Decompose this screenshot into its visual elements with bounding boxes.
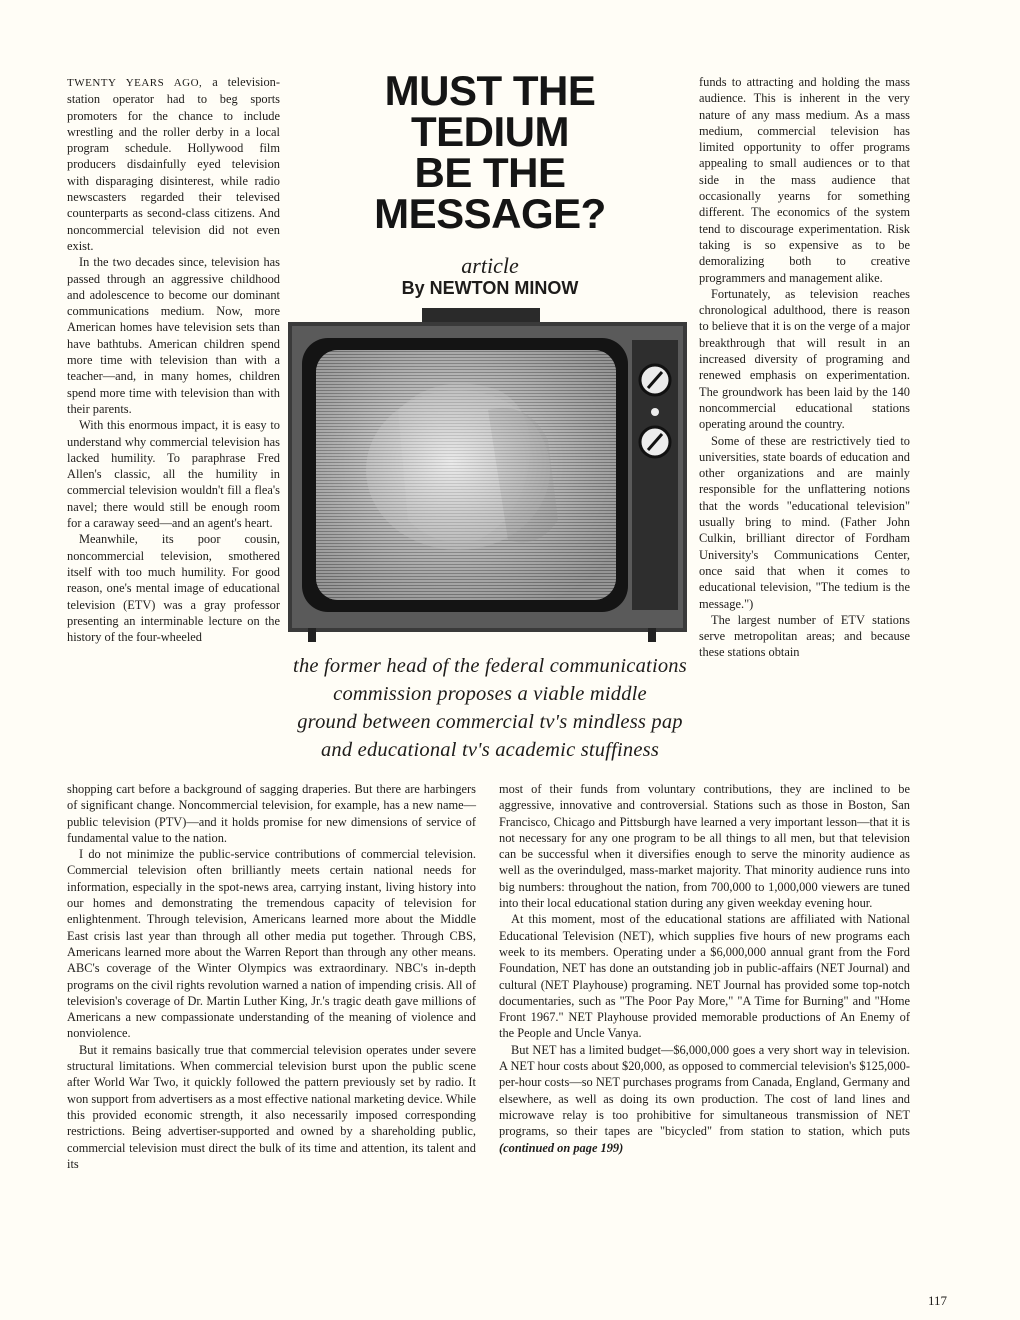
- paragraph: funds to attracting and holding the mass audience. This is inherent in the very nature of any mass medium. As a mass medium, commercial television has limited opportunity to offer programs appealing to small audiences or to that side in the mass audience that occasionally yearns for something different. The economics of the system tend to discourage experimentation. Risk taking is so expensive as to be demoralizing both to creative programmers and management alike.: [699, 75, 910, 285]
- page-number: 117: [928, 1293, 948, 1308]
- column-bottom-right: [499, 781, 910, 1156]
- title-line: TEDIUM: [411, 108, 569, 155]
- tv-leg: [648, 628, 656, 642]
- paragraph: The largest number of ETV stations serve metropolitan areas; and because these stations obtain: [699, 612, 910, 660]
- paragraph: In the two decades since, television has passed through an aggressive childhood and adolescence to become our dominant communications medium. Now, more American homes have television sets than have bathtubs. American children spend more time with television than with a teacher—and, in many homes, children spend more time with television than with their parents.: [67, 255, 280, 416]
- television-illustration: [288, 300, 687, 645]
- deck-line: the former head of the federal communications: [293, 655, 687, 677]
- column-left: [67, 74, 280, 645]
- deck-line: and educational tv's academic stuffiness: [320, 739, 660, 761]
- title-line: BE THE: [414, 149, 566, 196]
- continued-note: (continued on page 199): [499, 1140, 624, 1155]
- tv-leg: [308, 628, 316, 642]
- indicator-dot-icon: [651, 408, 659, 416]
- paragraph: Meanwhile, its poor cousin, noncommercial television, smothered itself with too much humility. For good reason, one's mental image of educational television (ETV) was a gray professor presenting an interminable lecture on the history of the four-wheeled: [67, 532, 280, 645]
- title-line: MUST THE: [384, 67, 596, 114]
- deck-subheading: [290, 652, 690, 764]
- paragraph: But NET has a limited budget—$6,000,000 goes a very short way in television. A NET hour costs about $20,000, as opposed to commercial television's $125,000-per-hour costs—so NET purchases programs from Canada, England, Germany and elsewhere, as well as doing its own production. The cost of land lines and microwave relay is too prohibitive for simultaneous transmission of NET programs, so their tapes are "bicycled" from station to station, which puts (continued on page 199): [499, 1042, 910, 1155]
- paragraph: But it remains basically true that commercial television operates under severe structural limitations. When commercial television burst upon the public scene after World War Two, it quickly followed the pattern previously set by radio. It won support from advertisers as a most effective national marketing device. While this provided economic strength, it also necessarily imposed corresponding restrictions. Being advertiser-supported and owned by a shareholding public, commercial television must direct the bulk of its time and attention, its talent and its: [67, 1042, 476, 1171]
- deck-line: ground between commercial tv's mindless pap: [297, 711, 683, 733]
- title-line: MESSAGE?: [374, 190, 606, 237]
- kicker: article: [461, 253, 519, 278]
- tv-handle: [422, 308, 540, 322]
- paragraph: With this enormous impact, it is easy to understand why commercial television has lacked humility. To paraphrase Fred Allen's classic, all the humility in commercial television wouldn't fill a flea's navel; there would still be enough room for a caraway seed—and an agent's heart.: [67, 418, 280, 531]
- paragraph: Some of these are restrictively tied to universities, state boards of education and other organizations and are mainly responsible for the unflattering notions that the words "educational television" usually bring to mind. (Father John Culkin, brilliant director of Fordham University's Communications Center, once said that when it comes to educational television, "The tedium is the message."): [699, 433, 910, 611]
- paragraph: shopping cart before a background of sagging draperies. But there are harbingers of significant change. Noncommercial television, for example, has a new name—public television (PTV)—and it holds promise for new dimensions of service of fundamental value to the nation.: [67, 782, 476, 845]
- deck-line: commission proposes a viable middle: [333, 683, 647, 705]
- article-title: [360, 67, 620, 237]
- paragraph: I do not minimize the public-service contributions of commercial television. Commercial television often brilliantly meets certain national needs for information, especially in the spot-news area, carrying instant, living history into our homes and demonstrating the tremendous capacity of television for enlightenment. Through television, Americans learned more about the Middle East crisis last year than through all other media put together. Through CBS, Americans learned more about the Warren Report than through any other means. ABC's coverage of the Winter Olympics was extraordinary. NBC's in-depth programs on the civil rights revolution warned a nation of impending crisis. All of television's coverage of Dr. Martin Luther King, Jr.'s tragic death gave millions of Americans a new compassionate understanding of the meaning of violence and nonviolence.: [67, 847, 476, 1041]
- lead-in: TWENTY YEARS AGO,: [67, 77, 203, 89]
- opening-paragraph: TWENTY YEARS AGO, a television-station operator had to beg sports promoters for the chance to include wrestling and the roller derby in a local program schedule. Hollywood film producers disdainfully eyed television with disparaging disinterest, while radio newscasters regarded their televised counterparts as second-class citizens. And noncommercial television did not even exist.: [67, 75, 280, 253]
- column-right: [699, 74, 910, 661]
- column-bottom-left: [67, 781, 476, 1172]
- paragraph: Fortunately, as television reaches chronological adulthood, there is reason to believe that it is on the verge of a major breakthrough that will result in an increased diversity of programing and renewed emphasis on experimentation. The groundwork has been laid by the 140 noncommercial educational stations operating around the country.: [699, 286, 910, 432]
- byline: By NEWTON MINOW: [401, 278, 579, 298]
- paragraph: most of their funds from voluntary contributions, they are inclined to be aggressive, innovative and controversial. Stations such as those in Boston, San Francisco, Chicago and Pittsburgh have learned a very important lesson—that it is not necessary for any one program to be all things to all men, but that television can be successful when it diversifies enough to serve the minority audience as well as the overindulged, mass-market majority. That minority audience runs into big numbers: throughout the nation, from 700,000 to 1,000,000 viewers are tuned into their local educational station during any given weekday evening hour.: [499, 782, 910, 911]
- paragraph: At this moment, most of the educational stations are affiliated with National Educational Television (NET), which supplies five hours of new programs each week to its members. Operating under a $6,000,000 annual grant from the Ford Foundation, NET has done an outstanding job in public-affairs (NET Journal) and cultural (NET Playhouse) programing. NET Journal has provided some top-notch documentaries, such as "The Poor Pay More," "A Time for Burning" and "Home Front 1967." NET Playhouse provided memorable productions of An Enemy of the People and Uncle Vanya.: [499, 912, 910, 1041]
